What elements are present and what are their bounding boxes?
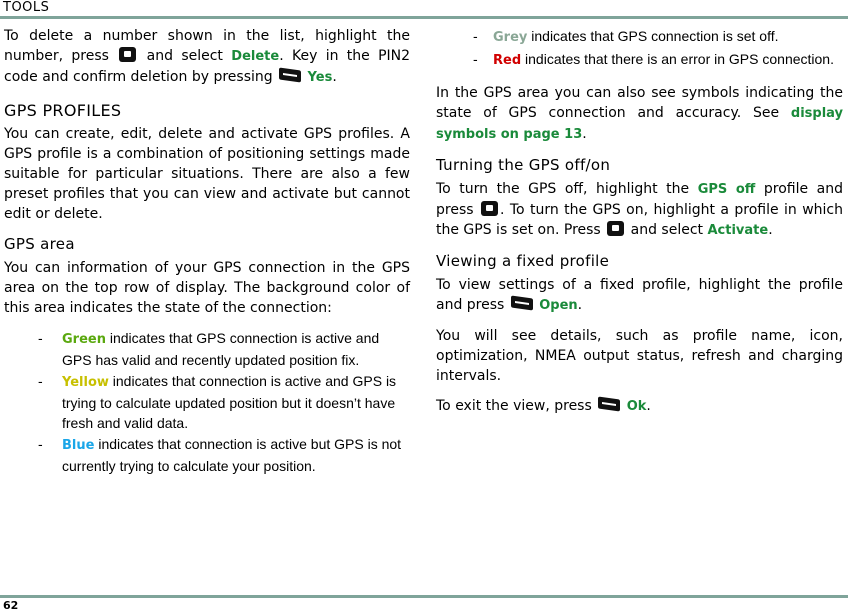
list-item-text: indicates that GPS connection is set off. — [527, 28, 779, 44]
section-title-gps-profiles: GPS PROFILES — [4, 101, 122, 120]
bullet-dash: - — [473, 28, 478, 44]
delete-paragraph — [4, 26, 410, 88]
subsection-title-turning: Turning the GPS off/on — [436, 156, 611, 174]
text: To delete a number shown in the list, highlight the number, press — [4, 28, 410, 64]
color-word-grey: Grey — [493, 30, 528, 45]
running-header: TOOLS — [3, 0, 50, 15]
select-key-icon — [607, 221, 624, 236]
gps-area-paragraph: You can information of your GPS connection in the GPS area on the top row of display. The background color of this area indicates the state of the connection: — [4, 260, 410, 316]
list-item — [4, 371, 410, 433]
soft-key-icon — [279, 67, 301, 82]
viewing-paragraph — [436, 275, 843, 316]
list-item-text: indicates that connection is active but GPS is not currently trying to calculate your position. — [62, 436, 402, 474]
text: . — [582, 126, 587, 142]
subsection-title-gps-area: GPS area — [4, 235, 75, 253]
details-paragraph: You will see details, such as profile name, icon, optimization, NMEA output status, refresh and charging intervals. — [436, 328, 843, 384]
text: To exit the view, press — [436, 398, 592, 414]
header-rule — [0, 16, 848, 19]
soft-key-icon — [598, 396, 620, 411]
text: and select — [146, 48, 223, 64]
list-item — [4, 328, 410, 370]
list-item-text: indicates that connection is active and GPS is trying to calculate updated position but it doesn’t have fresh and valid data. — [62, 373, 397, 431]
state-color-list-continued — [436, 26, 843, 71]
text: To view settings of a fixed profile, highlight the profile and press — [436, 277, 843, 313]
right-column — [436, 26, 843, 427]
keyword-gps-off: GPS off — [697, 182, 756, 197]
turning-paragraph — [436, 179, 843, 241]
state-color-list — [4, 328, 410, 476]
color-word-yellow: Yellow — [62, 375, 109, 390]
keyword-ok: Ok — [626, 399, 647, 414]
list-item — [436, 26, 843, 48]
select-key-icon — [481, 201, 498, 216]
text: . — [768, 222, 773, 238]
exit-paragraph — [436, 396, 843, 417]
page-reference-link[interactable]: display symbols on page 13 — [436, 106, 844, 142]
subsection-title-viewing: Viewing a fixed profile — [436, 252, 610, 270]
bullet-dash: - — [473, 51, 478, 67]
text: . Key in the PIN2 code and confirm deletion by pressing — [4, 48, 411, 85]
text: . — [332, 69, 337, 85]
text: and select — [630, 222, 704, 238]
text: profile and press — [436, 181, 844, 218]
list-item — [4, 434, 410, 476]
color-word-blue: Blue — [62, 438, 95, 453]
page-number: 62 — [3, 599, 19, 612]
list-item-text: indicates that there is an error in GPS connection. — [521, 51, 834, 67]
keyword-activate: Activate — [707, 223, 769, 238]
symbols-paragraph — [436, 83, 843, 145]
left-column — [4, 26, 410, 486]
keyword-open: Open — [539, 298, 578, 313]
list-item — [436, 49, 843, 71]
text: . — [577, 297, 583, 313]
gps-profiles-paragraph: You can create, edit, delete and activate GPS profiles. A GPS profile is a combination of positioning settings made suitable for particular situations. There are also a few preset profiles that you can view and activate but cannot edit or delete. — [4, 126, 410, 222]
bullet-dash: - — [38, 330, 43, 346]
list-item-text: indicates that GPS connection is active and GPS has valid and recently updated position fix. — [62, 330, 380, 368]
color-word-red: Red — [493, 53, 522, 68]
keyword-yes: Yes — [307, 70, 333, 85]
text: . To turn the GPS on, highlight a profile in which the GPS is set on. Press — [436, 202, 844, 238]
text: To turn the GPS off, highlight the — [436, 181, 690, 197]
color-word-green: Green — [62, 332, 106, 347]
bullet-dash: - — [38, 373, 43, 389]
keyword-delete: Delete — [231, 49, 280, 64]
footer-rule — [0, 595, 848, 598]
text: . — [646, 398, 651, 414]
soft-key-icon — [511, 295, 533, 310]
text: In the GPS area you can also see symbols indicating the state of GPS connection and accuracy. See — [436, 85, 843, 121]
select-key-icon — [119, 47, 136, 62]
bullet-dash: - — [38, 436, 43, 452]
